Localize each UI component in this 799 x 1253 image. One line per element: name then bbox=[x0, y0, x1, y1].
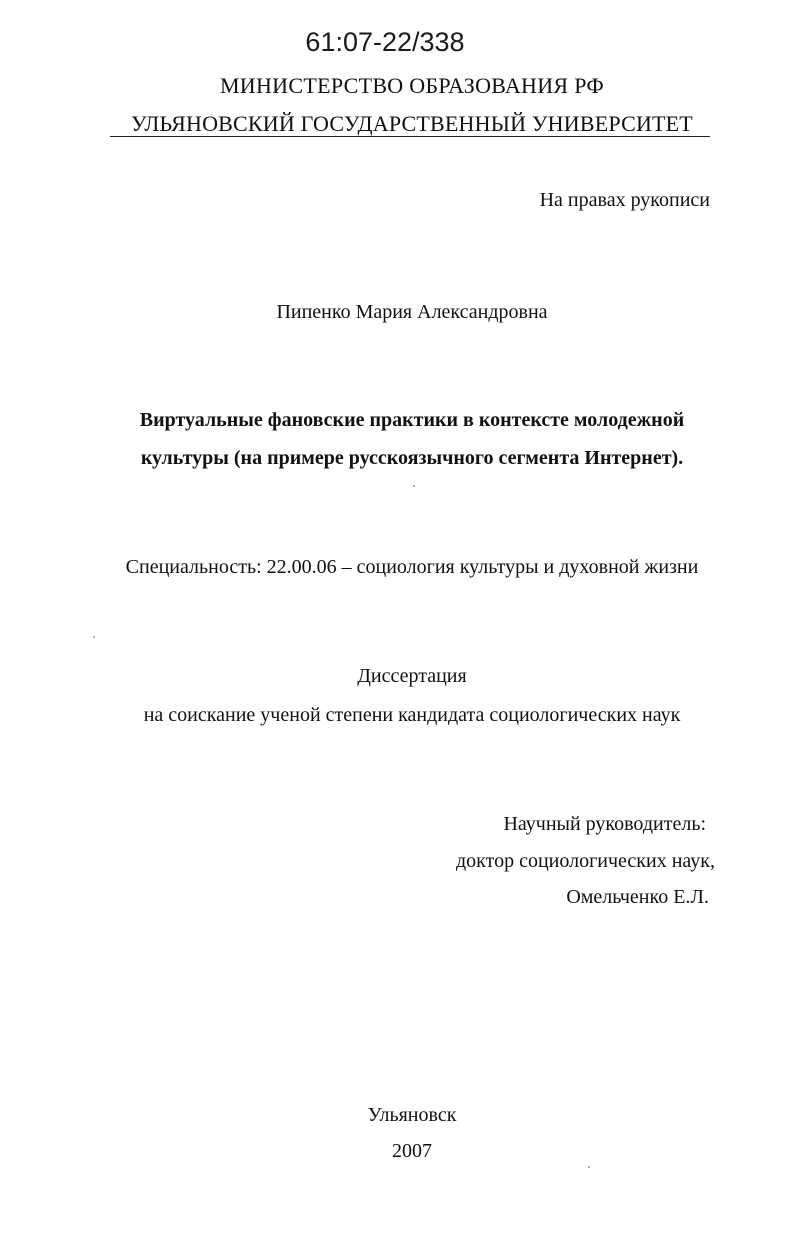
title-line-2: культуры (на примере русскоязычного сегмента Интернет). bbox=[140, 447, 684, 469]
year: 2007 bbox=[392, 1140, 432, 1162]
manuscript-note: На правах рукописи bbox=[539, 189, 710, 211]
supervisor-degree: доктор социологических наук, bbox=[455, 850, 715, 872]
author-name: Пипенко Мария Александровна bbox=[276, 301, 548, 323]
scan-speck bbox=[93, 636, 95, 638]
university-heading: УЛЬЯНОВСКИЙ ГОСУДАРСТВЕННЫЙ УНИВЕРСИТЕТ bbox=[131, 111, 693, 136]
title-line-1: Виртуальные фановские практики в контексте молодежной bbox=[139, 409, 685, 431]
supervisor-label: Научный руководитель: bbox=[503, 813, 706, 835]
header-divider bbox=[110, 136, 710, 137]
supervisor-name: Омельченко Е.Л. bbox=[566, 886, 709, 908]
ministry-heading: МИНИСТЕРСТВО ОБРАЗОВАНИЯ РФ bbox=[219, 73, 605, 98]
degree-statement: на соискание ученой степени кандидата социологических наук bbox=[143, 704, 681, 726]
specialty: Специальность: 22.00.06 – социология культуры и духовной жизни bbox=[125, 556, 699, 578]
archive-code: 61:07-22/338 bbox=[305, 27, 465, 57]
dissertation-type: Диссертация bbox=[357, 665, 467, 687]
scan-speck bbox=[413, 485, 415, 487]
city: Ульяновск bbox=[367, 1104, 457, 1126]
scan-speck bbox=[588, 1166, 590, 1168]
